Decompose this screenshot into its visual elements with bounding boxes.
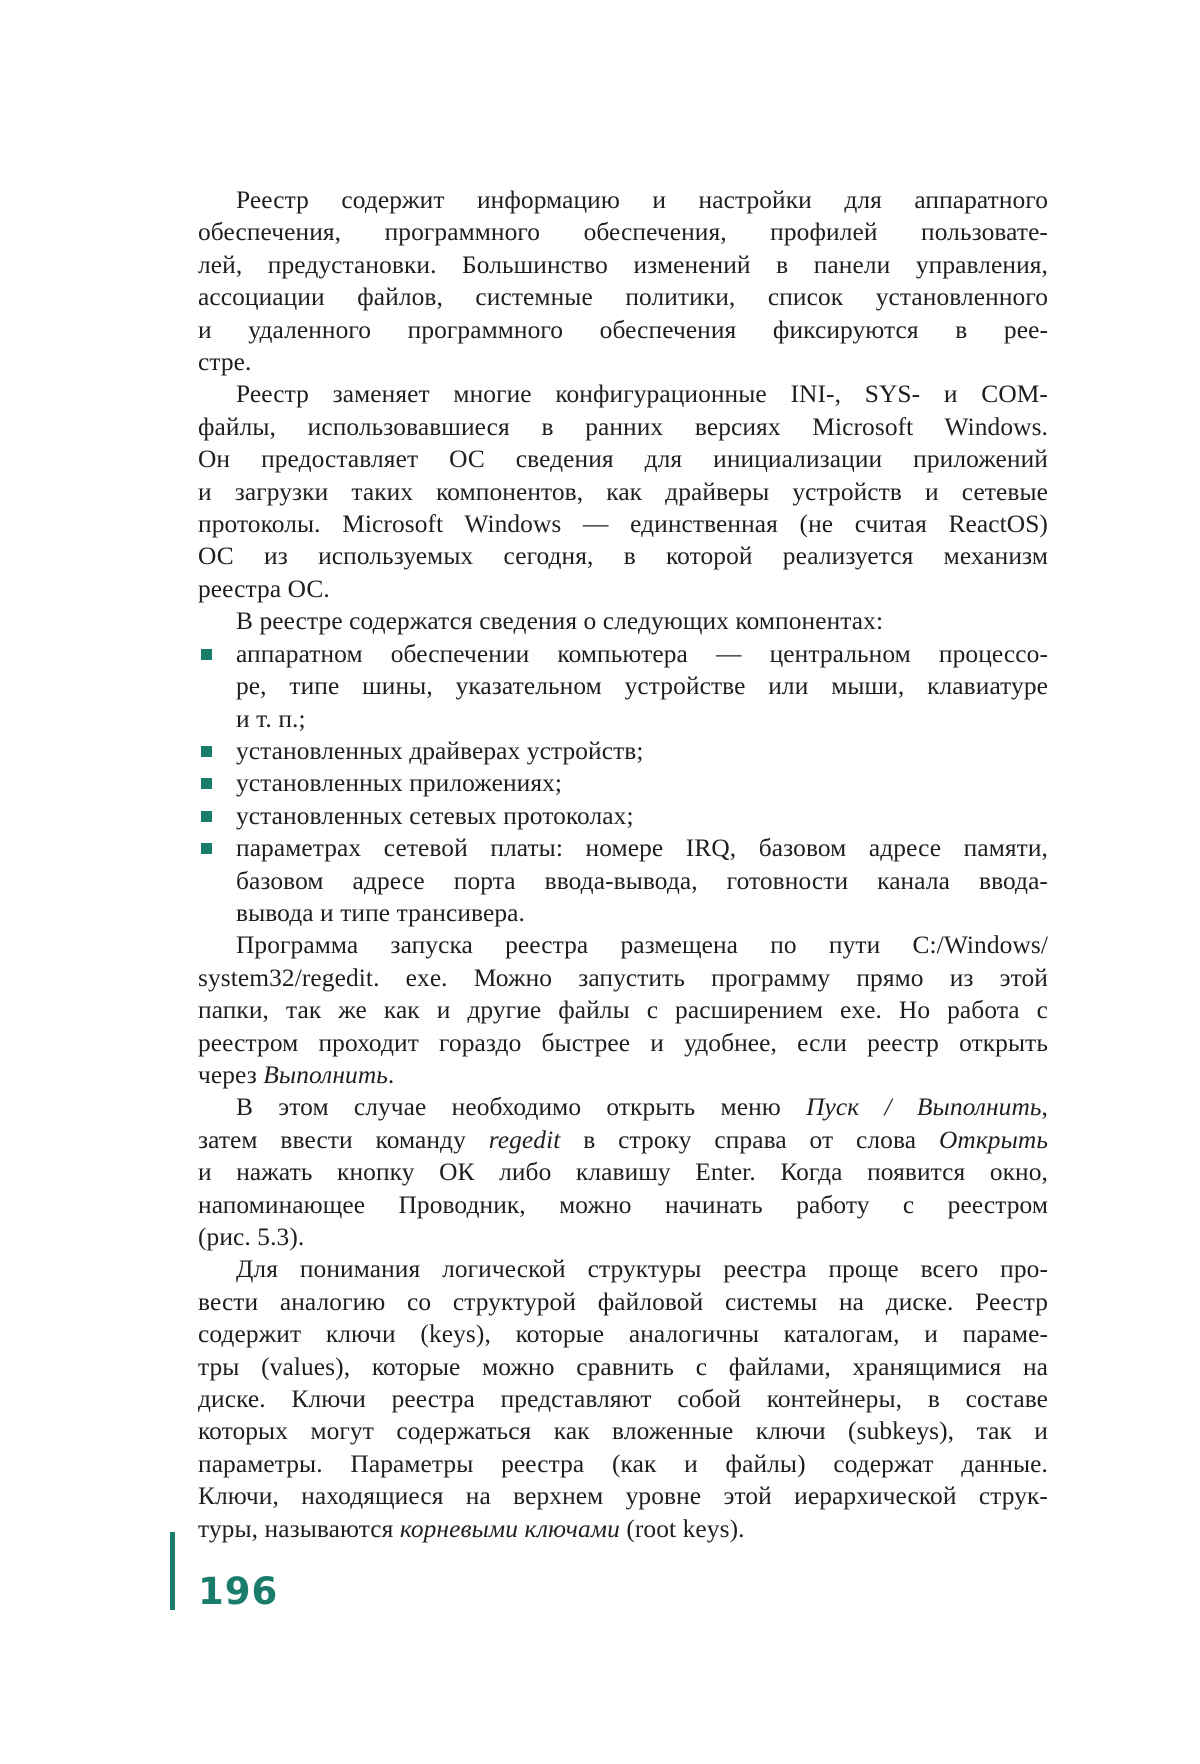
paragraph-5 xyxy=(198,1091,1048,1253)
text-line: установленных сетевых протоколах; xyxy=(236,801,634,830)
text-line: которых могут содержаться как вложенные ключи (subkeys), так и xyxy=(198,1417,1048,1446)
italic-run: корневыми ключами xyxy=(399,1514,620,1543)
paragraph-4 xyxy=(198,929,1048,1091)
text-line: содержит ключи (keys), которые аналогичны каталогам, и параме- xyxy=(198,1320,1048,1349)
text-line: реестром проходит гораздо быстрее и удобнее, если реестр открыть xyxy=(198,1028,1048,1057)
list-item xyxy=(198,767,1048,799)
text-line: файлы, использовавшиеся в ранних версиях Microsoft Windows. xyxy=(198,412,1048,441)
text-line: В реестре содержатся сведения о следующих компонентах: xyxy=(236,607,884,636)
text-line: стре. xyxy=(198,348,252,377)
text-line xyxy=(198,1091,1048,1123)
component-list xyxy=(198,638,1048,930)
list-item xyxy=(198,832,1048,929)
square-bullet-icon xyxy=(201,843,212,854)
text-line: лей, предустановки. Большинство изменений в панели управления, xyxy=(198,250,1048,279)
text-line: ОС из используемых сегодня, в которой реализуется механизм xyxy=(198,542,1048,571)
square-bullet-icon xyxy=(201,811,212,822)
body-text xyxy=(198,184,1048,1545)
text-run: (root keys). xyxy=(619,1514,745,1543)
paragraph-2 xyxy=(198,378,1048,605)
text-line xyxy=(198,1124,1048,1156)
text-line: диске. Ключи реестра представляют собой контейнеры, в составе xyxy=(198,1385,1048,1414)
text-line: базовом адресе порта ввода-вывода, готовности канала ввода- xyxy=(236,866,1048,895)
text-line: system32/regedit. exe. Можно запустить программу прямо из этой xyxy=(198,963,1048,992)
text-line: параметры. Параметры реестра (как и файлы) содержат данные. xyxy=(198,1449,1048,1478)
text-run: В этом случае необходимо открыть меню xyxy=(236,1093,807,1122)
text-run: затем ввести команду xyxy=(198,1125,489,1154)
text-line: реестра ОС. xyxy=(198,574,330,603)
text-line: и удаленного программного обеспечения фиксируются в рее- xyxy=(198,315,1048,344)
italic-run: Выполнить xyxy=(263,1060,388,1089)
text-line: протоколы. Microsoft Windows — единственная (не считая ReactOS) xyxy=(198,510,1048,539)
text-line: ре, типе шины, указательном устройстве или мыши, клавиатуре xyxy=(236,672,1048,701)
text-line: вести аналогию со структурой файловой системы на диске. Реестр xyxy=(198,1287,1048,1316)
text-line: тры (values), которые можно сравнить с файлами, хранящимися на xyxy=(198,1352,1048,1381)
italic-run: Пуск / Выполнить xyxy=(806,1093,1042,1122)
list-item xyxy=(198,638,1048,735)
text-run: в строку справа от слова xyxy=(560,1125,939,1154)
paragraph-1 xyxy=(198,184,1048,378)
text-run: , xyxy=(1041,1093,1048,1122)
text-line: установленных приложениях; xyxy=(236,769,563,798)
italic-run: Открыть xyxy=(938,1125,1048,1154)
text-line: Ключи, находящиеся на верхнем уровне этой иерархической струк- xyxy=(198,1482,1048,1511)
text-run: . xyxy=(387,1060,395,1089)
square-bullet-icon xyxy=(201,746,212,757)
list-item xyxy=(198,735,1048,767)
text-run: туры, называются xyxy=(198,1514,400,1543)
page-number-accent-bar xyxy=(170,1532,175,1610)
text-line: ассоциации файлов, системные политики, список установленного xyxy=(198,283,1048,312)
italic-run: regedit xyxy=(488,1125,561,1154)
text-line: параметрах сетевой платы: номере IRQ, базовом адресе памяти, xyxy=(236,834,1048,863)
page-number: 196 xyxy=(198,1570,279,1613)
text-line xyxy=(198,1059,1048,1091)
text-line: Реестр содержит информацию и настройки для аппаратного xyxy=(236,186,1048,214)
text-line: и загрузки таких компонентов, как драйверы устройств и сетевые xyxy=(198,477,1048,506)
text-line: папки, так же как и другие файлы с расширением exe. Но работа с xyxy=(198,996,1048,1025)
square-bullet-icon xyxy=(201,778,212,789)
text-line xyxy=(198,1513,1048,1545)
text-line: и нажать кнопку ОК либо клавишу Enter. Когда появится окно, xyxy=(198,1158,1048,1187)
paragraph-6 xyxy=(198,1253,1048,1545)
text-run: через xyxy=(198,1060,264,1089)
text-line: аппаратном обеспечении компьютера — центральном процессо- xyxy=(236,639,1048,668)
paragraph-3 xyxy=(198,605,1048,637)
text-line: и т. п.; xyxy=(236,704,306,733)
text-line: Он предоставляет ОС сведения для инициализации приложений xyxy=(198,445,1048,474)
text-line: вывода и типе трансивера. xyxy=(236,898,525,927)
square-bullet-icon xyxy=(201,649,212,660)
text-line: Для понимания логической структуры реестра проще всего про- xyxy=(236,1255,1048,1284)
list-item xyxy=(198,800,1048,832)
text-line: напоминающее Проводник, можно начинать работу с реестром xyxy=(198,1190,1048,1219)
text-line: обеспечения, программного обеспечения, профилей пользовате- xyxy=(198,218,1048,247)
text-line: Программа запуска реестра размещена по пути C:/Windows/ xyxy=(236,931,1048,960)
text-line: (рис. 5.3). xyxy=(198,1223,305,1251)
text-line: установленных драйверах устройств; xyxy=(236,736,644,765)
text-line: Реестр заменяет многие конфигурационные INI-, SYS- и COM- xyxy=(236,380,1048,409)
